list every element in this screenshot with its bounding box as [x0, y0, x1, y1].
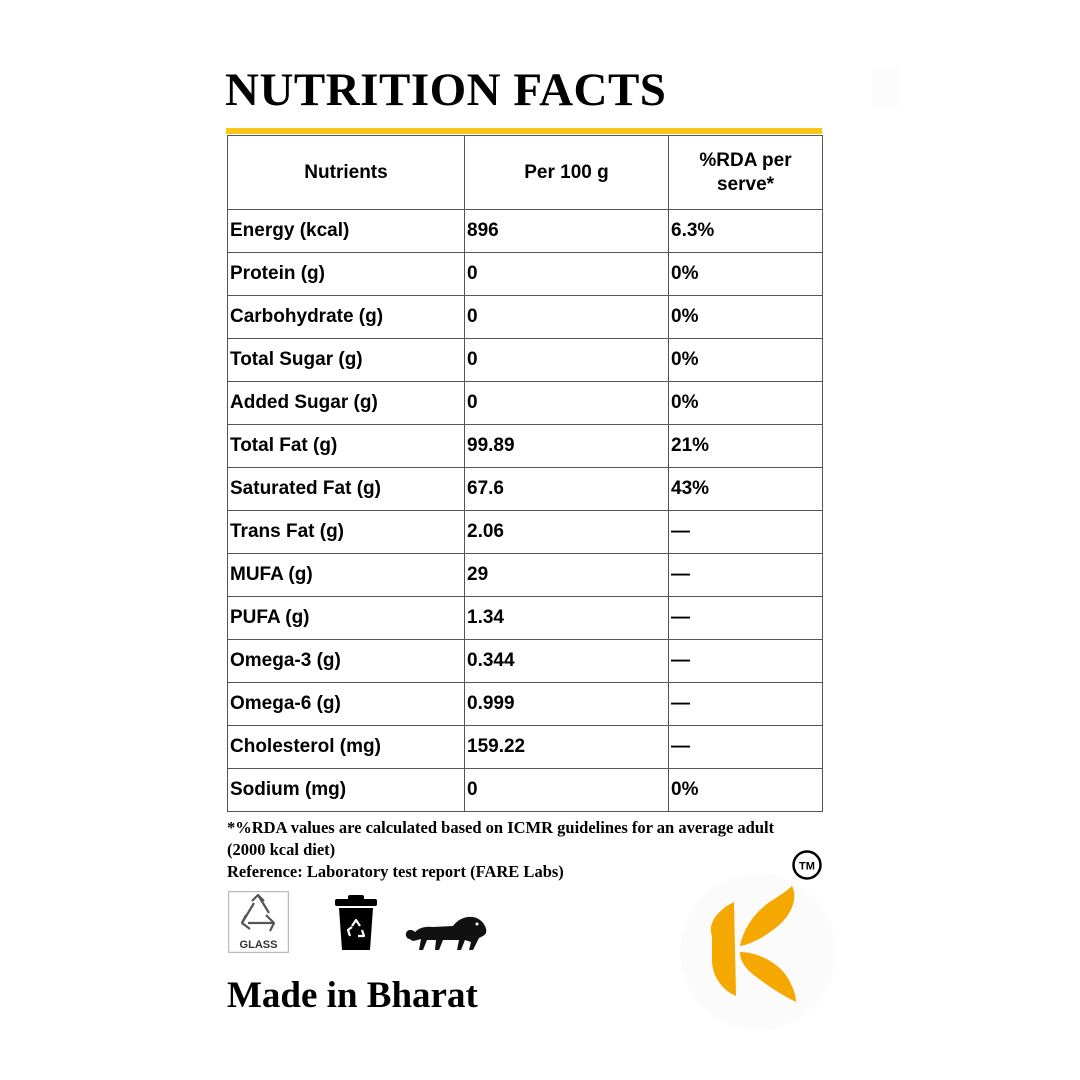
column-header-nutrients: Nutrients	[228, 136, 465, 210]
nutrient-name-cell: Added Sugar (g)	[228, 382, 465, 425]
table-row	[228, 296, 823, 339]
table-row	[228, 726, 823, 769]
per-100g-cell: 896	[465, 210, 669, 253]
nutrient-name-cell: Sodium (mg)	[228, 769, 465, 812]
footnote-line-2: (2000 kcal diet)	[227, 840, 336, 859]
nutrient-name-cell: Total Fat (g)	[228, 425, 465, 468]
per-100g-cell: 99.89	[465, 425, 669, 468]
k-brand-logo	[678, 872, 840, 1032]
nutrient-name-cell: Total Sugar (g)	[228, 339, 465, 382]
per-100g-cell: 0	[465, 382, 669, 425]
trademark-label: TM	[799, 860, 815, 873]
table-row	[228, 683, 823, 726]
rda-cell: 0%	[669, 769, 823, 812]
nutrient-name-cell: MUFA (g)	[228, 554, 465, 597]
nutrient-name-cell: Omega-6 (g)	[228, 683, 465, 726]
per-100g-cell: 0.999	[465, 683, 669, 726]
footnote-line-1: *%RDA values are calculated based on ICMR guidelines for an average adult	[227, 818, 775, 837]
nutrient-name-cell: Carbohydrate (g)	[228, 296, 465, 339]
table-row	[228, 769, 823, 812]
table-header-row	[228, 136, 823, 210]
nutrient-name-cell: Energy (kcal)	[228, 210, 465, 253]
rda-cell: —	[669, 683, 823, 726]
per-100g-cell: 159.22	[465, 726, 669, 769]
rda-cell: —	[669, 726, 823, 769]
nutrient-name-cell: Cholesterol (mg)	[228, 726, 465, 769]
per-100g-cell: 1.34	[465, 597, 669, 640]
table-row	[228, 382, 823, 425]
rda-cell: 6.3%	[669, 210, 823, 253]
rda-cell: 0%	[669, 382, 823, 425]
per-100g-cell: 67.6	[465, 468, 669, 511]
per-100g-cell: 2.06	[465, 511, 669, 554]
per-100g-cell: 0	[465, 253, 669, 296]
column-header-per-100g: Per 100 g	[465, 136, 669, 210]
rda-cell: 21%	[669, 425, 823, 468]
faint-mark	[872, 66, 900, 106]
per-100g-cell: 29	[465, 554, 669, 597]
page-title: NUTRITION FACTS	[225, 64, 667, 116]
column-header-rda: %RDA per serve*	[669, 136, 823, 210]
table-row	[228, 640, 823, 683]
table-row	[228, 425, 823, 468]
rda-cell: —	[669, 511, 823, 554]
rda-cell: 0%	[669, 339, 823, 382]
nutrient-name-cell: PUFA (g)	[228, 597, 465, 640]
nutrition-table	[227, 135, 823, 812]
table-row	[228, 597, 823, 640]
table-row	[228, 511, 823, 554]
table-row	[228, 339, 823, 382]
rda-cell: —	[669, 640, 823, 683]
nutrient-name-cell: Trans Fat (g)	[228, 511, 465, 554]
per-100g-cell: 0	[465, 769, 669, 812]
table-row	[228, 468, 823, 511]
rda-cell: 0%	[669, 296, 823, 339]
per-100g-cell: 0.344	[465, 640, 669, 683]
nutrient-name-cell: Saturated Fat (g)	[228, 468, 465, 511]
nutrient-name-cell: Omega-3 (g)	[228, 640, 465, 683]
rda-cell: 43%	[669, 468, 823, 511]
table-row	[228, 253, 823, 296]
accent-bar	[226, 128, 822, 134]
rda-cell: 0%	[669, 253, 823, 296]
recycle-bin-icon	[333, 894, 379, 952]
glass-label: GLASS	[239, 939, 278, 951]
nutrient-name-cell: Protein (g)	[228, 253, 465, 296]
table-row	[228, 554, 823, 597]
rda-cell: —	[669, 597, 823, 640]
rda-cell: —	[669, 554, 823, 597]
lion-icon	[403, 910, 489, 954]
footnote-line-3: Reference: Laboratory test report (FARE Labs)	[227, 862, 564, 881]
recycle-glass-icon	[228, 891, 289, 953]
per-100g-cell: 0	[465, 339, 669, 382]
per-100g-cell: 0	[465, 296, 669, 339]
table-row	[228, 210, 823, 253]
made-in-label: Made in Bharat	[227, 975, 478, 1016]
